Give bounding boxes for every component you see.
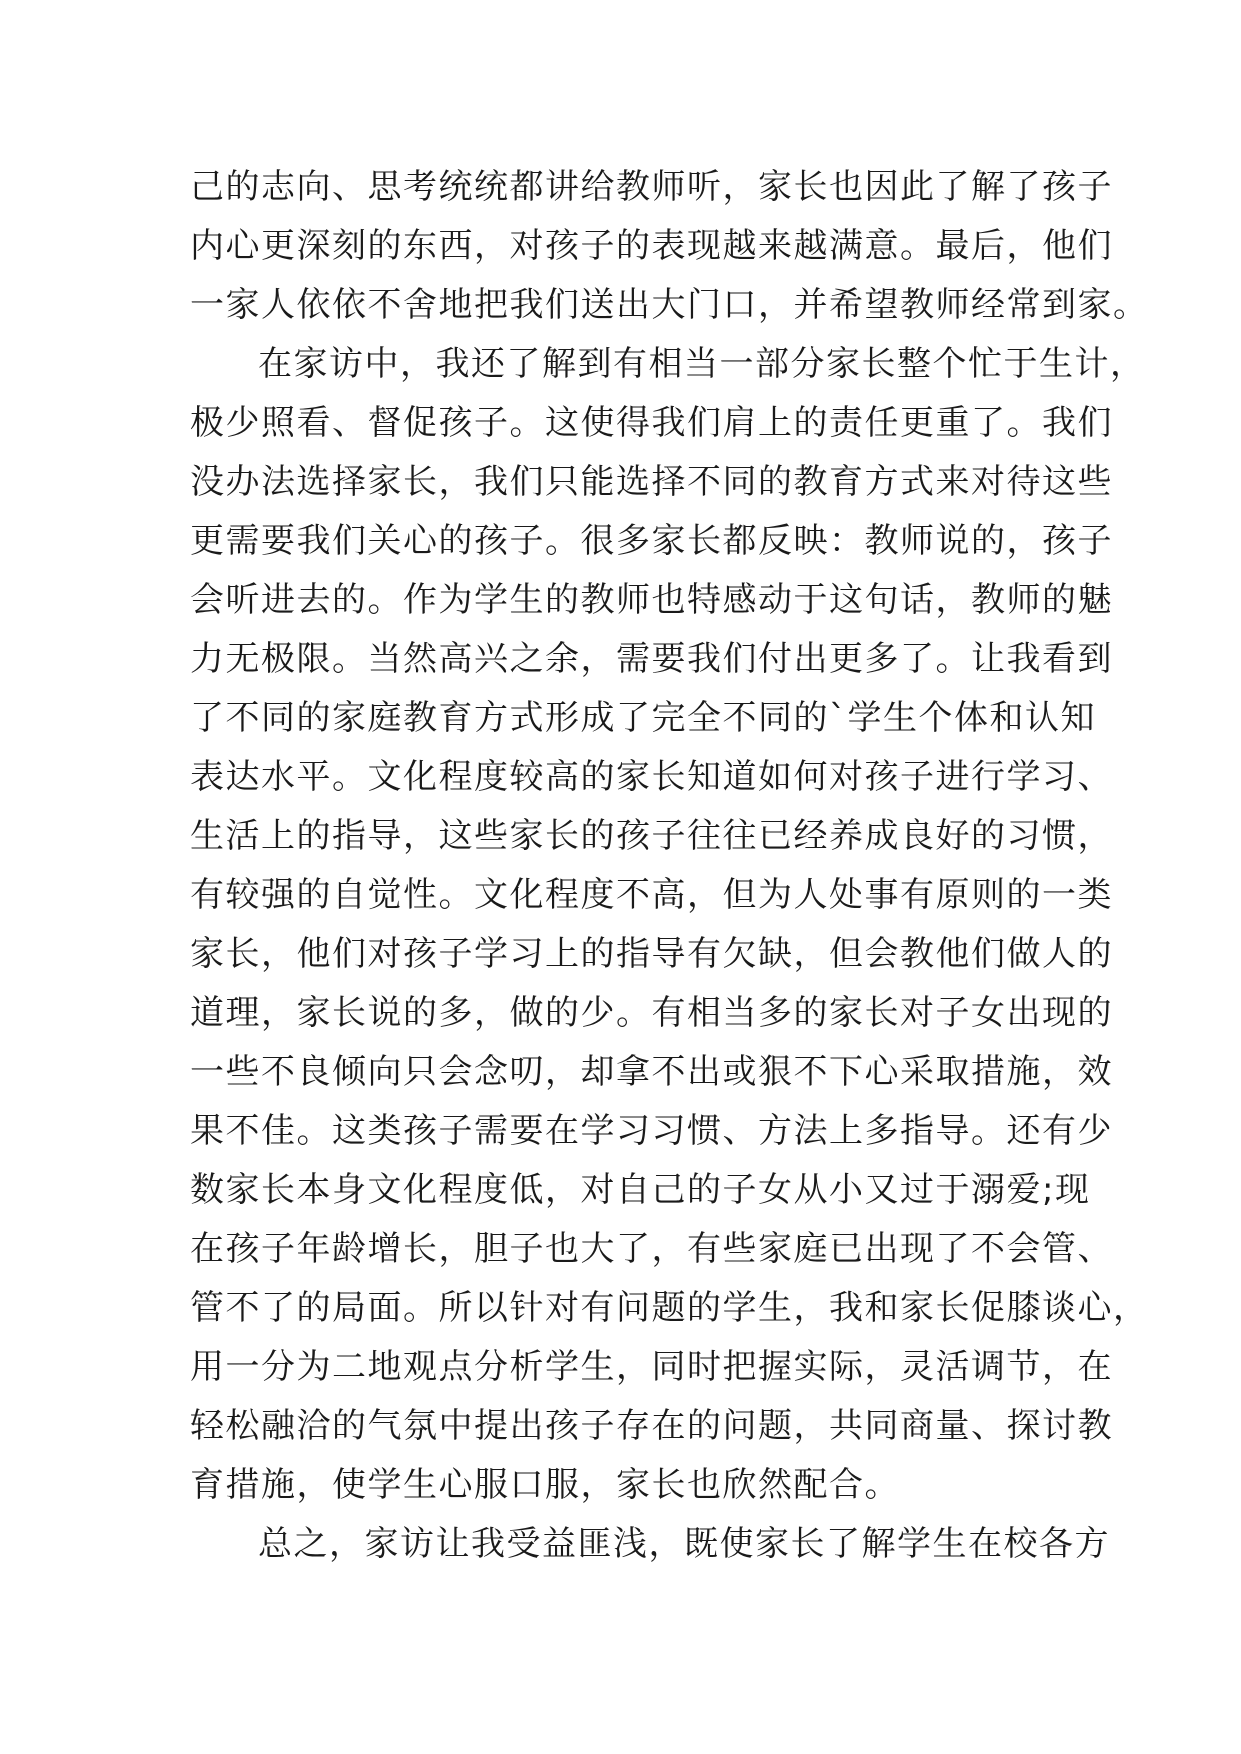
text-line: 没办法选择家长，我们只能选择不同的教育方式来对待这些 [190, 462, 1113, 502]
text-line: 内心更深刻的东西，对孩子的表现越来越满意。最后，他们 [190, 226, 1113, 266]
text-line: 一些不良倾向只会念叨，却拿不出或狠不下心采取措施，效 [190, 1052, 1113, 1092]
text-line: 道理，家长说的多，做的少。有相当多的家长对子女出现的 [190, 993, 1113, 1033]
text-line: 极少照看、督促孩子。这使得我们肩上的责任更重了。我们 [190, 403, 1113, 443]
text-line: 己的志向、思考统统都讲给教师听，家长也因此了解了孩子 [190, 167, 1113, 207]
text-line: 在孩子年龄增长，胆子也大了，有些家庭已出现了不会管、 [190, 1229, 1113, 1269]
text-line: 会听进去的。作为学生的教师也特感动于这句话，教师的魅 [190, 580, 1113, 620]
text-line: 了不同的家庭教育方式形成了完全不同的`学生个体和认知 [190, 698, 1096, 738]
paragraph-first-line: 在家访中，我还了解到有相当一部分家长整个忙于生计， [258, 344, 1146, 384]
text-line: 力无极限。当然高兴之余，需要我们付出更多了。让我看到 [190, 639, 1113, 679]
paragraph-first-line: 总之，家访让我受益匪浅，既使家长了解学生在校各方 [258, 1524, 1110, 1564]
text-line: 家长，他们对孩子学习上的指导有欠缺，但会教他们做人的 [190, 934, 1113, 974]
text-line: 果不佳。这类孩子需要在学习习惯、方法上多指导。还有少 [190, 1111, 1113, 1151]
text-line: 用一分为二地观点分析学生，同时把握实际，灵活调节，在 [190, 1347, 1113, 1387]
text-line: 有较强的自觉性。文化程度不高，但为人处事有原则的一类 [190, 875, 1113, 915]
text-line: 管不了的局面。所以针对有问题的学生，我和家长促膝谈心， [190, 1288, 1149, 1328]
text-line: 生活上的指导，这些家长的孩子往往已经养成良好的习惯， [190, 816, 1113, 856]
text-line: 育措施，使学生心服口服，家长也欣然配合。 [190, 1465, 900, 1505]
text-line: 一家人依依不舍地把我们送出大门口，并希望教师经常到家。 [190, 285, 1149, 325]
text-line: 数家长本身文化程度低，对自己的子女从小又过于溺爱;现 [190, 1170, 1091, 1210]
text-line: 轻松融洽的气氛中提出孩子存在的问题，共同商量、探讨教 [190, 1406, 1113, 1446]
text-line: 更需要我们关心的孩子。很多家长都反映：教师说的，孩子 [190, 521, 1113, 561]
text-line: 表达水平。文化程度较高的家长知道如何对孩子进行学习、 [190, 757, 1113, 797]
body-text [190, 158, 1149, 1574]
